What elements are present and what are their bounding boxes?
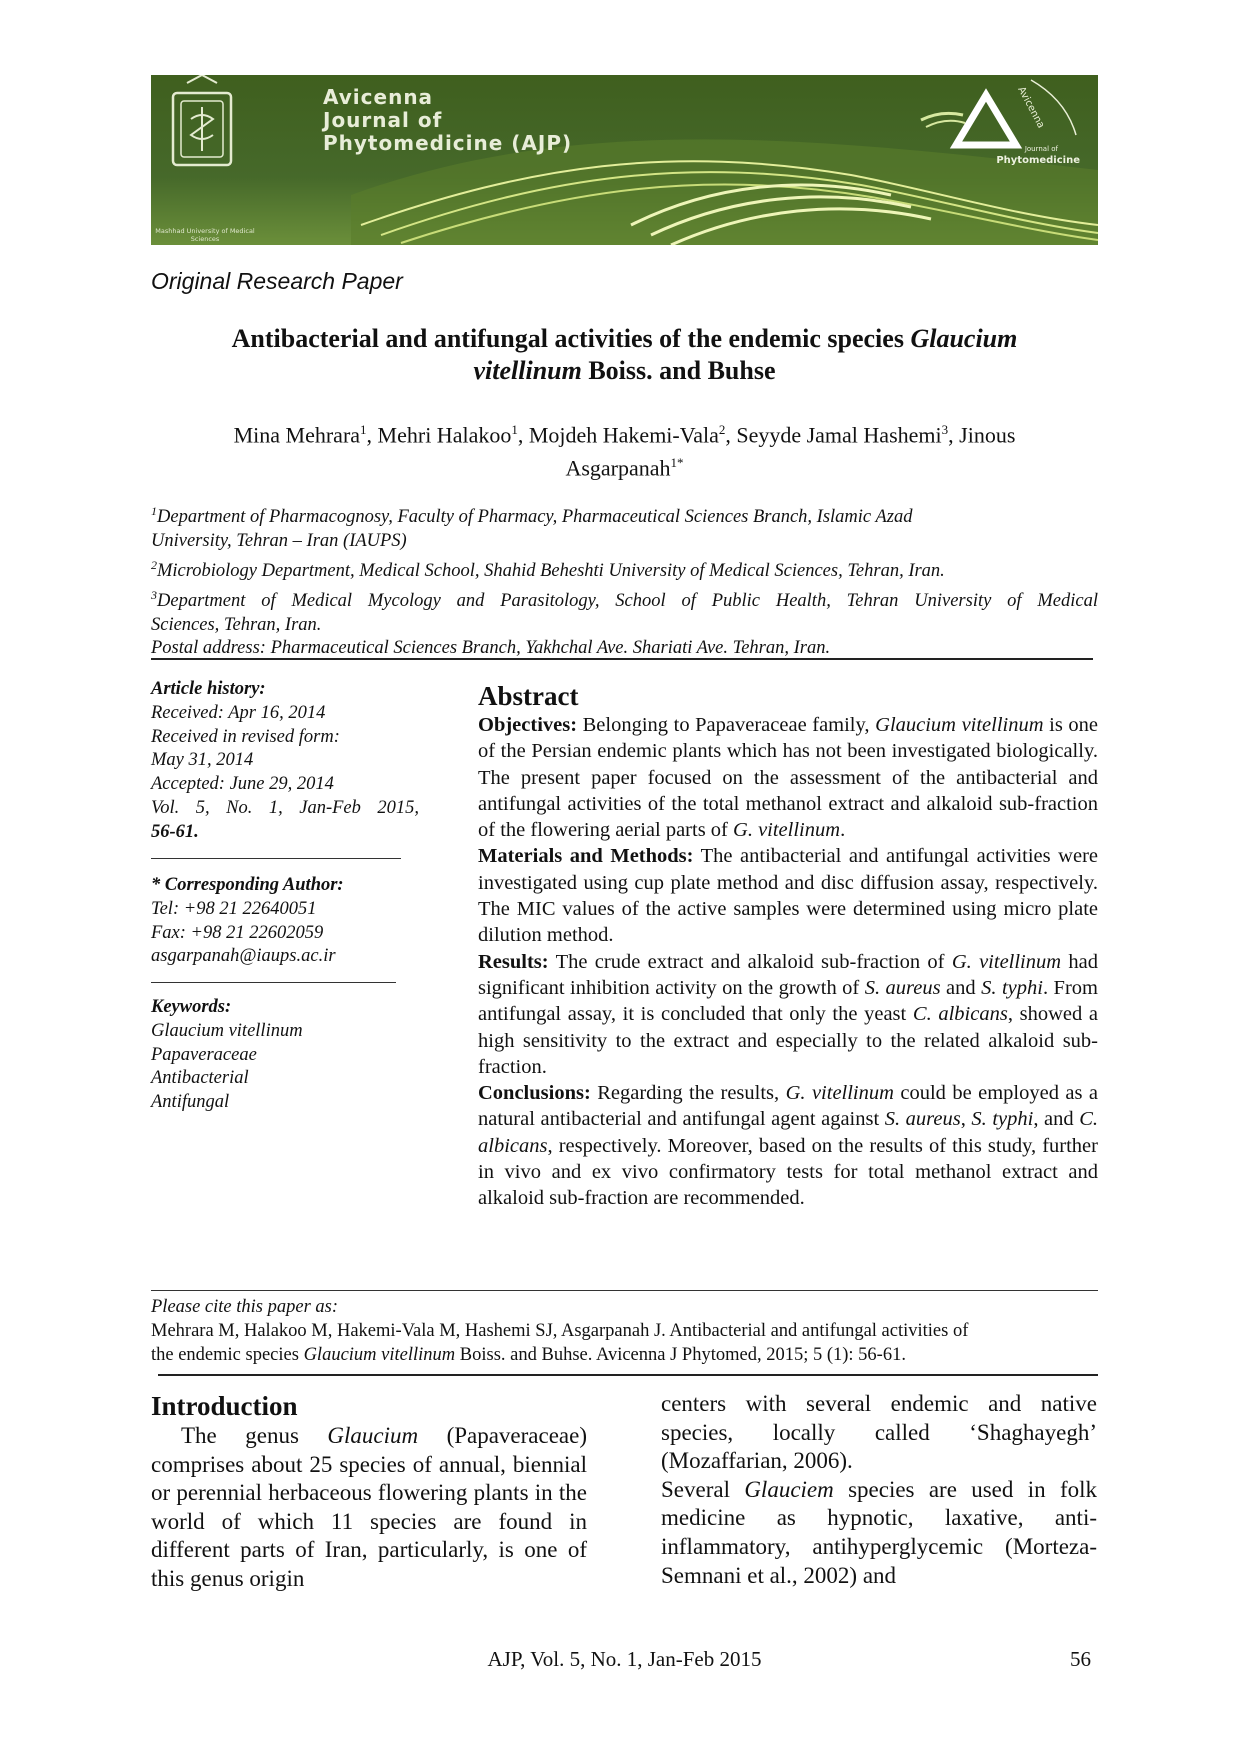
revised-date: May 31, 2014 — [151, 750, 254, 771]
keyword: Papaveraceae — [151, 1044, 257, 1065]
author-name: Seyyde Jamal Hashemi — [736, 422, 942, 448]
paper-title — [151, 323, 1098, 387]
abstract-text: , showed a high sensitivity to the extract and especially to the related alkaloid sub-fraction. — [478, 1003, 1098, 1078]
volume-info: Vol. 5, No. 1, Jan-Feb 2015, — [151, 797, 419, 818]
authors: Mina Mehrara$^1$, Mehri Halakoo$^1$, Mojdeh Hakemi-Vala$^2$, Seyyde Jamal Hashemi$^3$, Jinous Asgarpanah$^{1*}$ — [233, 422, 1016, 481]
abstract-text: could be employed as a natural antibacterial and antifungal agent against — [478, 1082, 1098, 1131]
species-name: G. vitellinum — [733, 819, 841, 842]
divider — [151, 1290, 1098, 1291]
journal-name-line1: Avicenna — [323, 85, 434, 109]
author-affil: 1 — [511, 422, 518, 437]
keywords — [151, 996, 419, 1115]
abstract-text: , — [960, 1108, 972, 1131]
accepted-date: Accepted: June 29, 2014 — [151, 774, 334, 795]
affiliation-3-cont: Sciences, Tehran, Iran. — [151, 614, 322, 635]
title-text-2: Boiss. and Buhse — [581, 356, 776, 385]
affiliation-1-cont: University, Tehran – Iran (IAUPS) — [151, 530, 407, 551]
species-name: Glaucium vitellinum — [303, 1344, 456, 1365]
affiliation-3: Department of Medical Mycology and Parasitology, School of Public Health, Tehran University of Medical — [157, 590, 1098, 611]
author-affil: 1* — [670, 455, 684, 471]
logo-text-top: Journal of — [1024, 145, 1058, 153]
abstract-text: and — [940, 976, 982, 999]
author-name: Mojdeh Hakemi-Vala — [528, 422, 719, 448]
abstract-text: . — [840, 819, 846, 842]
conclusions-label: Conclusions: — [478, 1082, 591, 1105]
footer-journal: AJP, Vol. 5, No. 1, Jan-Feb 2015 — [487, 1647, 762, 1671]
abstract-text: , respectively. Moreover, based on the results of this study, further in vivo and ex vivo confirmatory tests for total methanol extract and alkaloid sub-fraction are recommended. — [478, 1134, 1098, 1210]
corr-fax: Fax: +98 21 22602059 — [151, 922, 324, 943]
species-name: C. albicans — [912, 1003, 1008, 1026]
author-affil: 3 — [941, 422, 949, 437]
species-name: S. aureus — [884, 1108, 961, 1131]
citation-line — [151, 1344, 1098, 1368]
page-number: 56 — [1070, 1647, 1091, 1671]
logo-text-bottom: Phytomedicine — [996, 155, 1080, 166]
abstract-heading: Abstract — [478, 681, 579, 711]
corresponding-author — [151, 874, 419, 969]
species-name: S. typhi — [981, 976, 1043, 999]
article-info-sidebar — [151, 678, 419, 845]
journal-name-line2: Journal of — [323, 108, 443, 132]
affil-marker: 3 — [151, 587, 157, 602]
abstract-text: Regarding the results, — [590, 1082, 786, 1105]
intro-paragraph-2: centers with several endemic and native species, locally called ‘Shaghayegh’ (Mozaffarian, 2006). — [661, 1391, 1097, 1474]
corr-label: * Corresponding Author: — [151, 875, 344, 895]
affiliation-2: Microbiology Department, Medical School, Shahid Beheshti University of Medical Sciences, Tehran, Iran. — [157, 560, 945, 581]
revised-label: Received in revised form: — [151, 726, 340, 747]
citation-text: the endemic species — [151, 1344, 304, 1365]
abstract-text: , and — [1033, 1108, 1080, 1131]
divider — [151, 658, 1093, 660]
abstract-text: The antibacterial and antifungal activities were investigated using cup plate method and disc diffusion assay, respectively. The MIC values of the active samples were determined using micro plate dilution method. — [478, 845, 1098, 947]
keyword: Antibacterial — [151, 1068, 249, 1089]
university-name: Mashhad University of Medical Sciences — [155, 227, 255, 243]
species-name: G. vitellinum — [951, 950, 1062, 973]
paper-type: Original Research Paper — [151, 268, 403, 294]
abstract-methods — [478, 843, 1098, 948]
intro-text: Several — [661, 1476, 745, 1502]
intro-text: species are used in folk medicine as hypnotic, laxative, anti-inflammatory, antihyperglycemic (Morteza-Semnani et al., 2002) and — [661, 1476, 1098, 1588]
abstract-text: . From antifungal assay, it is concluded that only the yeast — [478, 976, 1098, 1026]
author-name-cont: Asgarpanah — [565, 455, 671, 481]
logo-arc-text: Avicenna — [1015, 85, 1047, 131]
keyword: Antifungal — [151, 1092, 230, 1113]
keyword: Glaucium vitellinum — [151, 1020, 303, 1041]
keywords-label: Keywords: — [151, 997, 232, 1017]
citation-block — [151, 1296, 1098, 1367]
divider — [158, 1374, 1098, 1376]
methods-label: Materials and Methods: — [478, 845, 694, 868]
author-affil: 1 — [360, 422, 367, 437]
abstract-text: The crude extract and alkaloid sub-fraction of — [548, 950, 952, 973]
abstract-text: had significant inhibition activity on the growth of — [478, 950, 1098, 999]
objectives-label: Objectives: — [478, 714, 578, 736]
intro-paragraph-1 — [151, 1422, 587, 1594]
sidebar-divider — [151, 858, 401, 859]
introduction-heading: Introduction — [151, 1391, 298, 1421]
history-label: Article history: — [151, 679, 266, 699]
abstract-objectives — [478, 712, 1098, 843]
species-name: S. aureus — [864, 976, 941, 999]
species-name: S. typhi — [971, 1108, 1034, 1131]
affil-marker: 2 — [151, 557, 157, 572]
affiliations — [151, 500, 1098, 661]
affil-marker: 1 — [151, 504, 157, 518]
species-name: Glauciem — [744, 1476, 834, 1502]
intro-paragraph-3 — [661, 1476, 1097, 1590]
abstract-results — [478, 949, 1098, 1080]
sidebar-divider — [151, 982, 396, 983]
affiliation-1: Department of Pharmacognosy, Faculty of Pharmacy, Pharmaceutical Sciences Branch, Islamic Azad — [157, 507, 913, 528]
intro-column-2 — [661, 1390, 1097, 1590]
results-label: Results: — [478, 950, 549, 973]
species-name: G. vitellinum — [785, 1082, 894, 1105]
received-date: Received: Apr 16, 2014 — [151, 702, 326, 723]
author-affil: 2 — [718, 422, 726, 437]
species-name: Glaucium — [327, 1423, 419, 1448]
author-name: Jinous — [959, 422, 1016, 448]
author-name: Mina Mehrara — [233, 422, 361, 448]
corr-tel: Tel: +98 21 22640051 — [151, 898, 317, 919]
author-name: Mehri Halakoo — [377, 422, 512, 448]
title-text-1: Antibacterial and antifungal activities of the endemic species — [231, 324, 911, 353]
abstract-text: is one of the Persian endemic plants which has not been investigated biologically. The present paper focused on the assessment of the antibacterial and antifungal activities of the total methanol extract and alkaloid sub-fraction of the flowering aerial parts of — [478, 714, 1098, 842]
volume-pages: 56-61. — [151, 821, 199, 842]
corr-email[interactable]: asgarpanah@iaups.ac.ir — [151, 946, 336, 967]
species-name: Glaucium vitellinum — [875, 714, 1044, 736]
university-emblem-icon — [173, 75, 231, 165]
intro-text: The genus — [181, 1423, 328, 1448]
title-species-epithet: vitellinum — [473, 356, 582, 385]
citation-text: Boiss. and Buhse. Avicenna J Phytomed, 2015; 5 (1): 56-61. — [455, 1344, 906, 1365]
ajp-logo-icon — [921, 80, 1076, 145]
banner-wave-graphic — [151, 75, 1098, 245]
journal-banner — [151, 75, 1098, 245]
journal-name-line3: Phytomedicine (AJP) — [323, 131, 573, 155]
intro-text: (Papaveraceae) comprises about 25 species of annual, biennial or perennial herbaceous flowering plants in the world of which 11 species are found in different parts of Iran, particularly, is one of this genus origin — [151, 1423, 588, 1591]
abstract-conclusions — [478, 1080, 1098, 1211]
citation-label: Please cite this paper as: — [151, 1297, 339, 1317]
citation-line: Mehrara M, Halakoo M, Hakemi-Vala M, Hashemi SJ, Asgarpanah J. Antibacterial and antifungal activities of — [151, 1320, 969, 1341]
species-name: C. albicans — [478, 1108, 1098, 1157]
abstract-text: Belonging to Papaveraceae family, — [577, 714, 876, 736]
abstract — [478, 680, 1098, 1212]
postal-address: Postal address: Pharmaceutical Sciences Branch, Yakhchal Ave. Shariati Ave. Tehran, Iran. — [151, 638, 831, 659]
title-species-genus: Glaucium — [910, 324, 1018, 353]
